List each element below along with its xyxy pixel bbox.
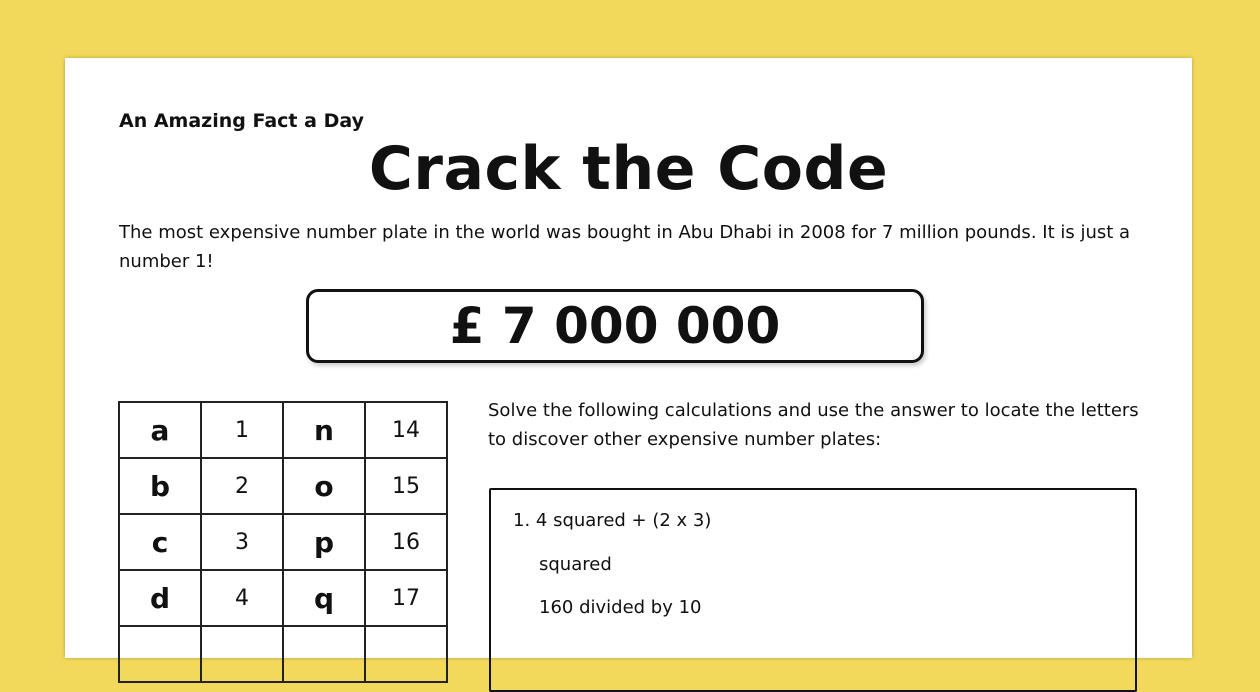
intro-text: The most expensive number plate in the world was bought in Abu Dhabi in 2008 for 7 million pounds. It is just a number 1! [119, 222, 1131, 272]
price-plate: £ 7 000 000 [306, 289, 924, 363]
number-cell: 1 [201, 402, 283, 458]
question-1: 1. 4 squared + (2 x 3) [513, 510, 712, 531]
letter-cell: o [283, 458, 365, 514]
number-cell: 17 [365, 570, 447, 626]
letter-cell: a [119, 402, 201, 458]
number-cell [365, 626, 447, 682]
number-cell: 2 [201, 458, 283, 514]
number-cell: 3 [201, 514, 283, 570]
letter-cell: q [283, 570, 365, 626]
letter-cell: n [283, 402, 365, 458]
number-cell: 4 [201, 570, 283, 626]
question-line: squared [539, 554, 612, 575]
letter-cell: p [283, 514, 365, 570]
table-row [119, 458, 447, 514]
letter-cell: b [119, 458, 201, 514]
letter-cell [119, 626, 201, 682]
number-cell: 16 [365, 514, 447, 570]
worksheet-page [65, 58, 1192, 658]
code-table [118, 401, 448, 683]
table-row [119, 570, 447, 626]
table-row [119, 626, 447, 682]
number-cell: 15 [365, 458, 447, 514]
table-row [119, 402, 447, 458]
page-title: Crack the Code [368, 134, 889, 204]
number-cell [201, 626, 283, 682]
table-row [119, 514, 447, 570]
number-cell: 14 [365, 402, 447, 458]
letter-cell: c [119, 514, 201, 570]
question-line: 160 divided by 10 [539, 597, 702, 618]
letter-cell: d [119, 570, 201, 626]
letter-cell [283, 626, 365, 682]
instructions: Solve the following calculations and use the answer to locate the letters to discover other expensive number plates: [488, 400, 1139, 450]
kicker: An Amazing Fact a Day [119, 110, 364, 132]
questions-box [489, 488, 1137, 692]
